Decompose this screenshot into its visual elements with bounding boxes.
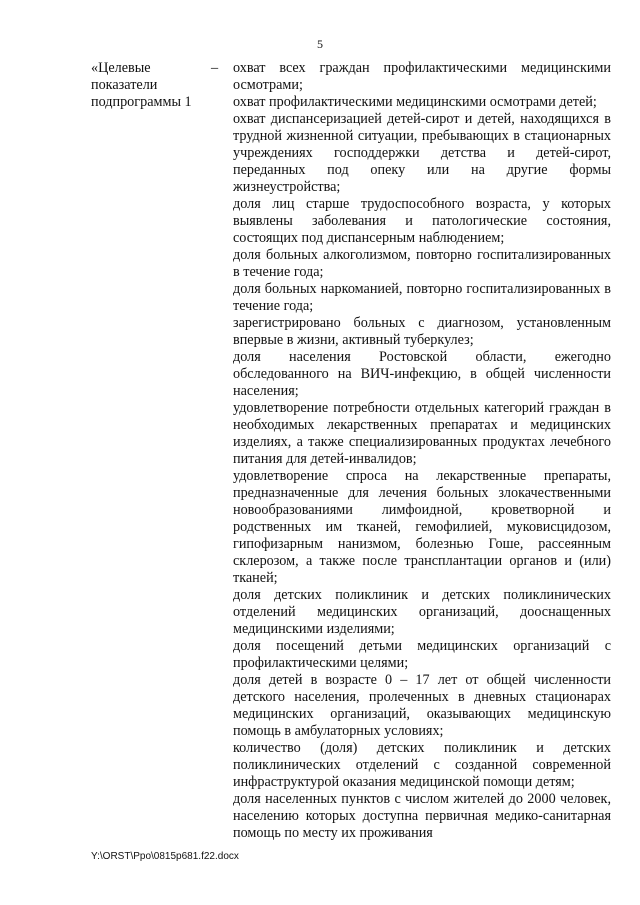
indicator-item: охват профилактическими медицинскими осмотрами детей; bbox=[233, 94, 597, 110]
indicator-item: доля лиц старше трудоспособного возраста, у которых выявлены заболевания и патологические состояния, состоящих под диспансерным наблюдением; bbox=[233, 196, 611, 246]
section-label-line: подпрограммы 1 bbox=[91, 94, 192, 110]
indicator-item: зарегистрировано больных с диагнозом, установленным впервые в жизни, активный туберкулез; bbox=[233, 315, 611, 348]
indicator-item: доля населения Ростовской области, ежегодно обследованного на ВИЧ-инфекцию, в общей численности населения; bbox=[233, 349, 611, 399]
indicator-item: доля детей в возрасте 0 – 17 лет от общей численности детского населения, пролеченных в дневных стационарах медицинских организаций, оказывающих медицинскую помощь в амбулаторных условиях; bbox=[233, 672, 611, 739]
indicator-item: удовлетворение спроса на лекарственные препараты, предназначенные для лечения больных злокачественными новообразованиями лимфоидной, кроветворной и родственных им тканей, гемофилией, муковисцидозом, гипофизарным нанизмом, болезнью Гоше, рассеянным склерозом, а также после трансплантации органов и (или) тканей; bbox=[233, 468, 611, 586]
section-label-line: показатели bbox=[91, 77, 158, 93]
separator-dash: – bbox=[211, 60, 219, 76]
indicator-item: количество (доля) детских поликлиник и детских поликлинических отделений с созданной современной инфраструктурой оказания медицинской помощи детям; bbox=[233, 740, 611, 790]
section-label bbox=[91, 60, 211, 111]
indicator-item: доля больных алкоголизмом, повторно госпитализированных в течение года; bbox=[233, 247, 611, 280]
indicator-list bbox=[233, 60, 611, 842]
indicator-item: доля посещений детьми медицинских организаций с профилактическими целями; bbox=[233, 638, 611, 671]
indicator-item: доля больных наркоманией, повторно госпитализированных в течение года; bbox=[233, 281, 611, 314]
indicator-item: охват диспансеризацией детей-сирот и детей, находящихся в трудной жизненной ситуации, пребывающих в стационарных учреждениях господдержки детства и детей-сирот, переданных под опеку или на другие формы жизнеустройства; bbox=[233, 111, 611, 195]
file-path-footer: Y:\ORST\Ppo\0815p681.f22.docx bbox=[91, 851, 239, 862]
indicator-item: доля детских поликлиник и детских поликлинических отделений медицинских организаций, дооснащенных медицинскими изделиями; bbox=[233, 587, 611, 637]
indicator-item: доля населенных пунктов с числом жителей до 2000 человек, населению которых доступна первичная медико-санитарная помощь по месту их проживания bbox=[233, 791, 611, 841]
section-label-line: «Целевые bbox=[91, 60, 151, 76]
indicator-item: охват всех граждан профилактическими медицинскими осмотрами; bbox=[233, 60, 611, 93]
page-number: 5 bbox=[317, 37, 323, 51]
indicator-item: удовлетворение потребности отдельных категорий граждан в необходимых лекарственных препаратах и медицинских изделиях, а также специализированных продуктах лечебного питания для детей-инвалидов; bbox=[233, 400, 611, 467]
